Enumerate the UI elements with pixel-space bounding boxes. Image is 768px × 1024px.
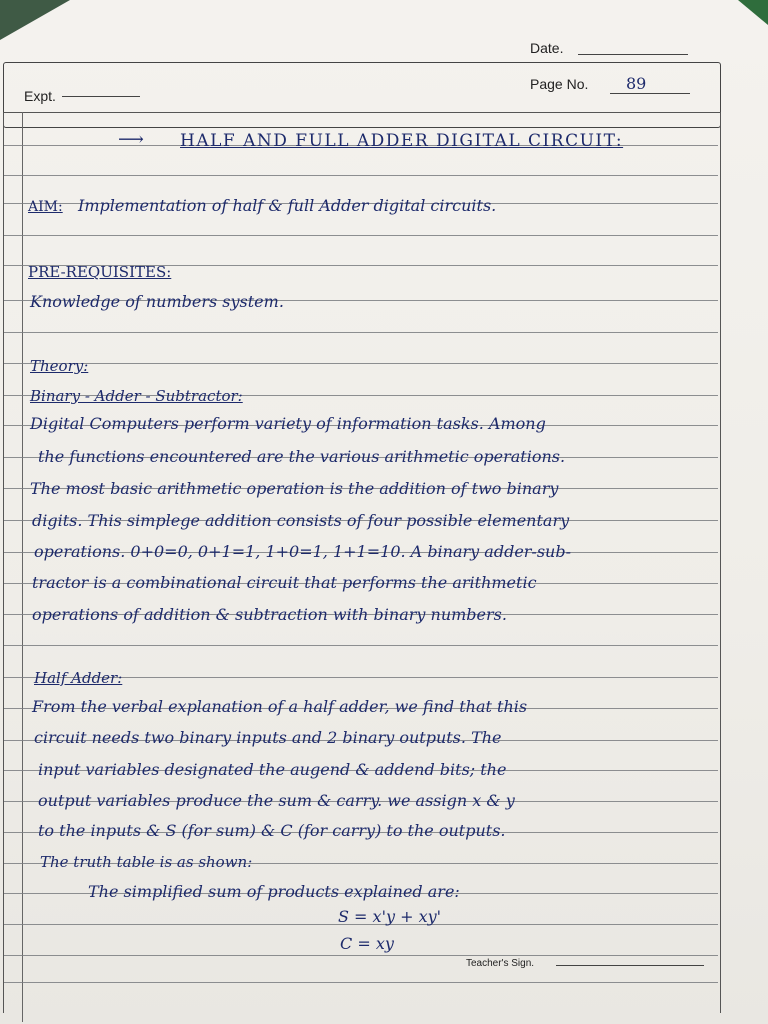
theory-heading: Theory: <box>30 357 89 375</box>
half-adder-line: The truth table is as shown: <box>40 853 253 871</box>
ruled-line <box>4 645 718 646</box>
ruled-line <box>4 175 718 176</box>
page-no-label: Page No. <box>530 76 589 92</box>
theory-line: tractor is a combinational circuit that performs the arithmetic <box>32 573 537 592</box>
page-no-line <box>610 93 690 94</box>
ruled-line <box>4 235 718 236</box>
aim-label: AIM: <box>28 199 63 215</box>
theory-line: digits. This simplege addition consists of four possible elementary <box>32 511 570 530</box>
prerequisites-text: Knowledge of numbers system. <box>30 292 284 311</box>
half-adder-line: to the inputs & S (for sum) & C (for carry) to the outputs. <box>38 821 506 840</box>
theory-subheading: Binary - Adder - Subtractor: <box>30 387 243 405</box>
expt-label: Expt. <box>24 88 56 104</box>
sum-of-products-line: The simplified sum of products explained are: <box>88 882 460 901</box>
aim-text: Implementation of half & full Adder digital circuits. <box>78 196 497 215</box>
ruled-line <box>4 363 718 364</box>
teacher-sign-label: Teacher's Sign. <box>466 958 535 969</box>
ruled-line <box>4 332 718 333</box>
half-adder-heading: Half Adder: <box>34 669 123 687</box>
title-arrow: ⟶ <box>118 129 144 150</box>
page-title: HALF AND FULL ADDER DIGITAL CIRCUIT: <box>180 131 624 151</box>
teacher-sign-line <box>556 965 704 966</box>
ruled-line <box>4 982 718 983</box>
page-number: 89 <box>626 74 647 93</box>
theory-line: Digital Computers perform variety of information tasks. Among <box>30 414 546 433</box>
carry-equation: C = xy <box>340 934 394 953</box>
half-adder-line: input variables designated the augend & addend bits; the <box>38 760 507 779</box>
date-line <box>578 54 688 55</box>
half-adder-line: circuit needs two binary inputs and 2 binary outputs. The <box>34 728 502 747</box>
date-label: Date. <box>530 40 564 56</box>
expt-line <box>62 96 140 97</box>
background-corner <box>738 0 768 25</box>
sum-equation: S = x'y + xy' <box>338 907 442 926</box>
margin-line <box>22 112 23 1022</box>
theory-line: operations of addition & subtraction with binary numbers. <box>32 605 507 624</box>
ruled-area <box>3 112 721 1013</box>
theory-line: operations. 0+0=0, 0+1=1, 1+0=1, 1+1=10. A binary adder-sub- <box>34 542 571 561</box>
half-adder-line: output variables produce the sum & carry. we assign x & y <box>38 791 515 810</box>
ruled-line <box>4 955 718 956</box>
theory-line: the functions encountered are the various arithmetic operations. <box>38 447 566 466</box>
prerequisites-heading: PRE-REQUISITES: <box>28 263 172 281</box>
half-adder-line: From the verbal explanation of a half adder, we find that this <box>32 697 528 716</box>
background-corner <box>0 0 70 40</box>
theory-line: The most basic arithmetic operation is the addition of two binary <box>30 479 559 498</box>
